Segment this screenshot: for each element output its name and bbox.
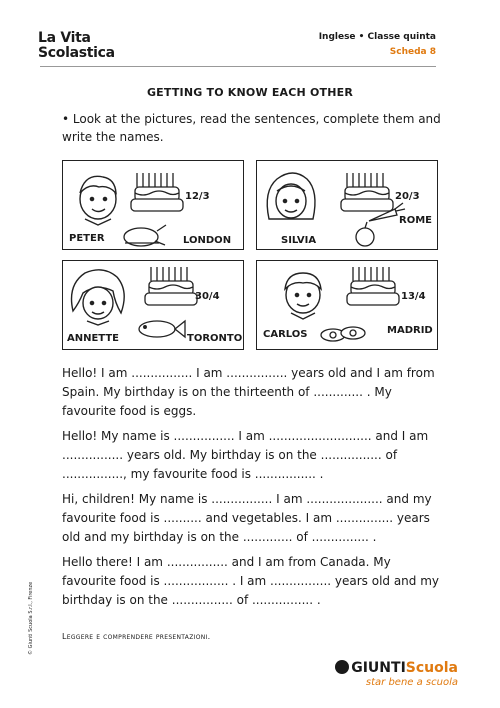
panel-annette	[62, 260, 244, 350]
subject-label: Inglese • Classe quinta	[318, 32, 436, 42]
instructions: • Look at the pictures, read the sentences, complete them and write the names.	[62, 112, 441, 144]
header-divider	[40, 66, 436, 67]
boy-face-icon	[285, 273, 321, 319]
panel-peter	[62, 160, 244, 250]
panel-name: ANNETTE	[67, 333, 120, 344]
panel-name: CARLOS	[263, 329, 308, 340]
page-title: GETTING TO KNOW EACH OTHER	[146, 86, 354, 99]
logo-line-1: La Vita	[38, 30, 91, 46]
panel-carlos	[256, 260, 438, 350]
boy-face-icon	[80, 176, 116, 225]
girl-curly-face-icon	[72, 270, 125, 325]
paragraph-annette: Hello there! I am ................ and I am from Canada. My favourite food is ................. . I am ................ years old and my birthday is on the ................ of ................ .	[62, 555, 440, 607]
roast-chicken-icon	[124, 225, 166, 246]
publisher-name	[335, 660, 458, 676]
footer-caption: Leggere e comprendere presentazioni.	[62, 632, 211, 641]
header-logo	[38, 31, 115, 61]
logo-line-2: Scolastica	[38, 45, 115, 61]
panel-date: 30/4	[195, 291, 220, 302]
giunti-g-icon	[335, 660, 349, 674]
sheet-label: Scheda 8	[389, 47, 436, 57]
cake-icon	[341, 173, 393, 211]
fish-icon	[139, 321, 185, 337]
copyright-note: © Giunti Scuola S.r.l., Firenze	[28, 581, 34, 655]
publisher-name-accent: Scuola	[405, 660, 458, 676]
publisher-tagline: star bene a scuola	[365, 677, 458, 688]
panel-name: SILVIA	[281, 235, 317, 246]
panel-date: 20/3	[395, 191, 420, 202]
eggs-icon	[321, 327, 365, 341]
panel-city: ROME	[399, 215, 432, 226]
panel-silvia	[256, 160, 438, 250]
paragraph-silvia: Hello! My name is ................ I am ........................... and I am ................ years old. My birthday is on the ................ of ................, my favourite food is ................ .	[62, 429, 429, 481]
header-info	[319, 30, 436, 60]
publisher-name-main: GIUNTI	[351, 660, 406, 676]
girl-face-icon	[267, 173, 315, 219]
panel-city: LONDON	[183, 235, 232, 246]
cake-icon	[145, 267, 197, 305]
panel-date: 12/3	[185, 191, 210, 202]
panel-city: TORONTO	[187, 333, 243, 344]
paragraph-carlos: Hello! I am ................ I am ................ years old and I am from Spain. My birthday is on the thirteenth of ............. . My favourite food is eggs.	[62, 366, 435, 418]
panel-city: MADRID	[387, 325, 433, 336]
cake-icon	[347, 267, 399, 305]
paragraph-peter: Hi, children! My name is ................ I am .................... and my favourite food is .......... and vegetables. I am ............... years old and my birthday is on the ............. of ............... .	[62, 492, 432, 544]
cake-icon	[131, 173, 183, 211]
panel-date: 13/4	[401, 291, 426, 302]
panel-name: PETER	[69, 233, 105, 244]
publisher-logo	[335, 660, 458, 688]
